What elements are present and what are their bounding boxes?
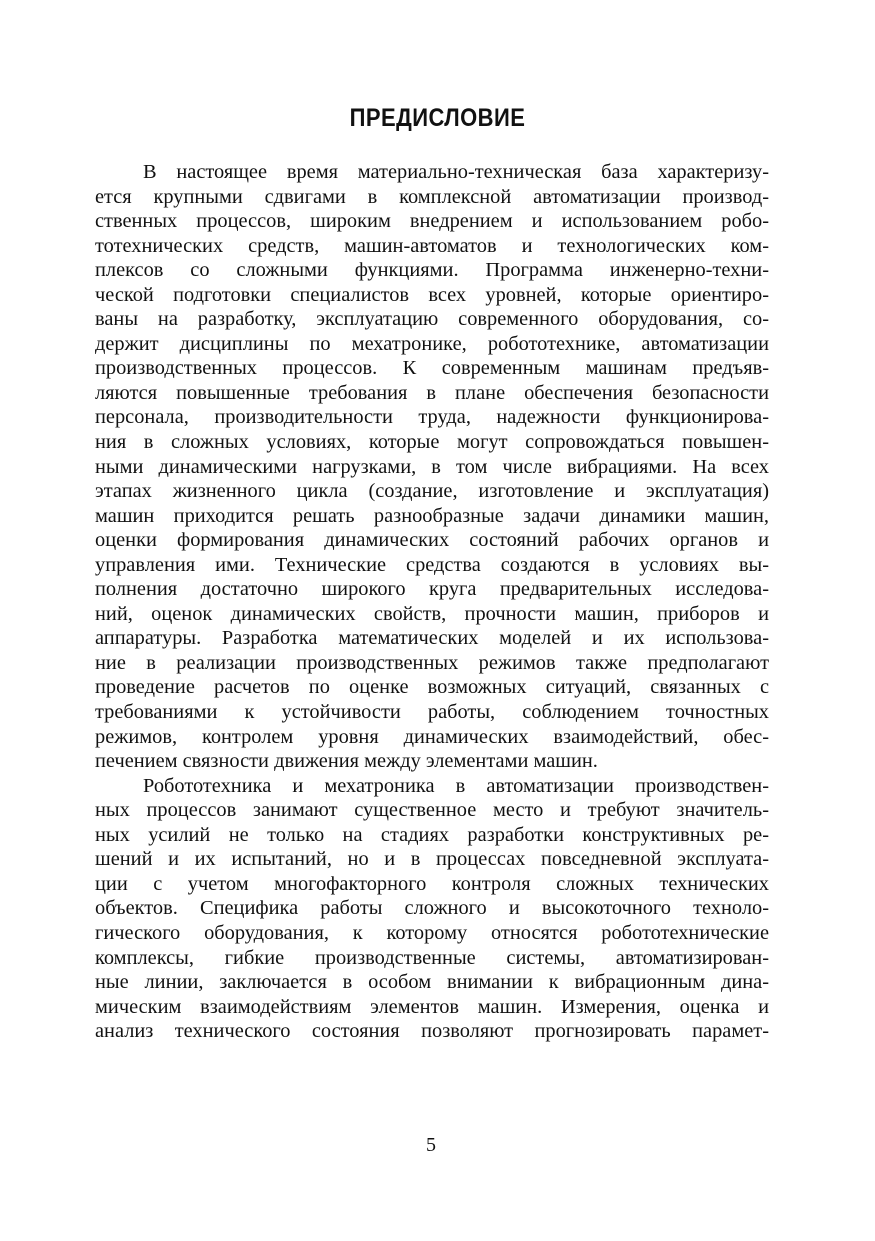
text-line: ческой подготовки специалистов всех уровней, которые ориентиро- (95, 283, 769, 306)
text-line: ных усилий не только на стадиях разработки конструктивных ре- (95, 823, 769, 846)
page-number: 5 (426, 1134, 436, 1156)
text-line: шений и их испытаний, но и в процессах повседневной эксплуата- (95, 848, 769, 871)
text-line: В настоящее время материально-техническая база характеризу- (143, 161, 769, 183)
text-line: объектов. Специфика работы сложного и высокоточного техноло- (95, 897, 769, 920)
text-line: держит дисциплины по мехатронике, робототехнике, автоматизации (95, 332, 769, 355)
text-line: ние в реализации производственных режимов также предполагают (95, 651, 769, 674)
text-line: ляются повышенные требования в плане обеспечения безопасности (95, 381, 769, 404)
text-line: производственных процессов. К современным машинам предъяв- (95, 357, 769, 380)
text-line: печением связности движения между элементами машин. (95, 750, 598, 773)
text-line: машин приходится решать разнообразные задачи динамики машин, (95, 504, 769, 527)
page-title: ПРЕДИСЛОВИЕ (349, 104, 526, 132)
paragraph-2 (95, 774, 769, 1044)
text-line: ные линии, заключается в особом внимании к вибрационным дина- (95, 971, 769, 994)
text-line: ется крупными сдвигами в комплексной автоматизации производ- (95, 185, 769, 208)
text-line: гического оборудования, к которому относятся робототехнические (95, 921, 769, 944)
text-line: ний, оценок динамических свойств, прочности машин, приборов и (95, 602, 769, 625)
text-line: ных процессов занимают существенное место и требуют значитель- (95, 799, 769, 822)
text-line: комплексы, гибкие производственные системы, автоматизирован- (95, 946, 769, 969)
paragraph-1 (95, 160, 769, 774)
text-line: плексов со сложными функциями. Программа инженерно-техни- (95, 259, 769, 282)
text-line: оценки формирования динамических состояний рабочих органов и (95, 529, 769, 552)
text-line: Робототехника и мехатроника в автоматизации производствен- (143, 774, 769, 797)
text-line: аппаратуры. Разработка математических моделей и их использова- (95, 627, 769, 650)
text-line: проведение расчетов по оценке возможных ситуаций, связанных с (95, 676, 769, 699)
text-line: персонала, производительности труда, надежности функционирова- (95, 406, 769, 429)
body-text (95, 160, 769, 1044)
text-line: управления ими. Технические средства создаются в условиях вы- (95, 553, 769, 576)
text-line: тотехнических средств, машин-автоматов и технологических ком- (95, 234, 769, 257)
text-line: требованиями к устойчивости работы, соблюдением точностных (95, 701, 769, 724)
text-line: мическим взаимодействиям элементов машин. Измерения, оценка и (95, 995, 769, 1018)
text-line: полнения достаточно широкого круга предварительных исследова- (95, 578, 769, 601)
text-line: ными динамическими нагрузками, в том числе вибрациями. На всех (95, 455, 769, 478)
text-line: режимов, контролем уровня динамических взаимодействий, обес- (95, 725, 769, 748)
text-line: ния в сложных условиях, которые могут сопровождаться повышен- (95, 431, 769, 454)
text-line: ваны на разработку, эксплуатацию современного оборудования, со- (95, 308, 769, 331)
text-line: анализ технического состояния позволяют прогнозировать парамет- (95, 1020, 769, 1043)
text-line: этапах жизненного цикла (создание, изготовление и эксплуатация) (95, 480, 769, 503)
text-line: ции с учетом многофакторного контроля сложных технических (95, 872, 769, 895)
text-line: ственных процессов, широким внедрением и использованием робо- (95, 210, 769, 233)
